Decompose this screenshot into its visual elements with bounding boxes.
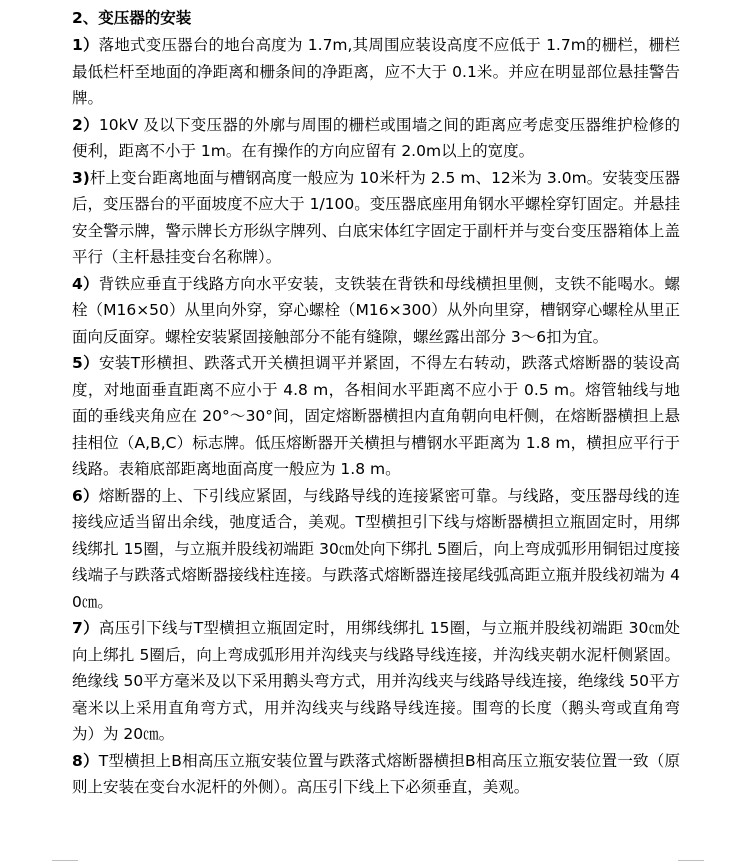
paragraph-text: 背铁应垂直于线路方向水平安装，支铁装在背铁和母线横担里侧，支铁不能喝水。螺栓（M16×50）从里向外穿，穿心螺栓（M16×300）从外向里穿，槽钢穿心螺栓从里正面向反面穿。螺栓安装紧固接触部分不能有缝隙，螺丝露出部分 3～6扣为宜。 [72, 274, 680, 346]
paragraph-text: 10kV 及以下变压器的外廓与周围的栅栏或围墙之间的距离应考虑变压器维护检修的便利，距离不小于 1m。在有操作的方向应留有 2.0m以上的宽度。 [72, 115, 680, 160]
item-number: 4） [72, 274, 99, 293]
item-number: 8） [72, 751, 99, 770]
item-number: 3) [72, 168, 90, 187]
item-number: 5） [72, 354, 100, 372]
page-corner-mark-left [52, 860, 78, 861]
paragraph-3 [72, 165, 680, 271]
paragraph-2 [72, 112, 680, 165]
item-number: 6） [72, 486, 99, 505]
paragraph-text: 熔断器的上、下引线应紧固，与线路导线的连接紧密可靠。与线路，变压器母线的连接线应适当留出余线，弛度适合，美观。T型横担引下线与熔断器横担立瓶固定时，用绑线绑扎 15圈，与立瓶并股线初端距 30㎝处向下绑扎 5圈后，向上弯成弧形用铜铝过度接线端子与跌落式熔断器接线柱连接。与跌落式熔断器连接尾线弧高距立瓶并股线初端为 40㎝。 [72, 486, 680, 611]
paragraph-6 [72, 483, 680, 616]
paragraph-5 [72, 350, 680, 483]
paragraph-text: 杆上变台距离地面与槽钢高度一般应为 10米杆为 2.5 m、12米为 3.0m。安装变压器后，变压器台的平面坡度不应大于 1/100。变压器底座用角钢水平螺栓穿钉固定。并悬挂安全警示牌，警示牌长方形纵字牌列、白底宋体红字固定于副杆并与变台变压器箱体上盖平行（主杆悬挂变台名称牌）。 [72, 168, 680, 266]
item-number: 1） [72, 36, 99, 54]
paragraph-7 [72, 615, 680, 748]
paragraph-8 [72, 748, 680, 801]
document-page [72, 4, 680, 801]
paragraph-text: 落地式变压器台的地台高度为 1.7m,其周围应装设高度不应低于 1.7m的栅栏，栅栏最低栏杆至地面的净距离和栅条间的净距离，应不大于 0.1米。并应在明显部位悬挂警告牌。 [72, 36, 680, 107]
paragraph-4 [72, 271, 680, 351]
page-corner-mark-right [678, 860, 704, 861]
item-number: 2） [72, 115, 99, 134]
paragraph-text: 高压引下线与T型横担立瓶固定时，用绑线绑扎 15圈，与立瓶并股线初端距 30㎝处向上绑扎 5圈后，向上弯成弧形用并沟线夹与线路导线连接，并沟线夹朝水泥杆侧紧固。绝缘线 50平方毫米及以下采用鹅头弯方式，用并沟线夹与线路导线连接，绝缘线 50平方毫米以上采用直角弯方式，用并沟线夹与线路导线连接。围弯的长度（鹅头弯或直角弯为）为 20㎝。 [72, 619, 680, 743]
paragraph-text: 安装T形横担、跌落式开关横担调平并紧固，不得左右转动，跌落式熔断器的装设高度，对地面垂直距离不应小于 4.8 m，各相间水平距离不应小于 0.5 m。熔管轴线与地面的垂线夹角应在 20°～30°间，固定熔断器横担内直角朝向电杆侧，在熔断器横担上悬挂相位（A,B,C）标志牌。低压熔断器开关横担与槽钢水平距离为 1.8 m，横担应平行于线路。表箱底部距离地面高度一般应为 1.8 m。 [72, 354, 680, 478]
paragraph-text: T型横担上B相高压立瓶安装位置与跌落式熔断器横担B相高压立瓶安装位置一致（原则上安装在变台水泥杆的外侧）。高压引下线上下必须垂直，美观。 [72, 751, 680, 796]
paragraph-1 [72, 32, 680, 112]
section-heading: 2、变压器的安装 [72, 9, 192, 27]
item-number: 7） [72, 619, 99, 637]
